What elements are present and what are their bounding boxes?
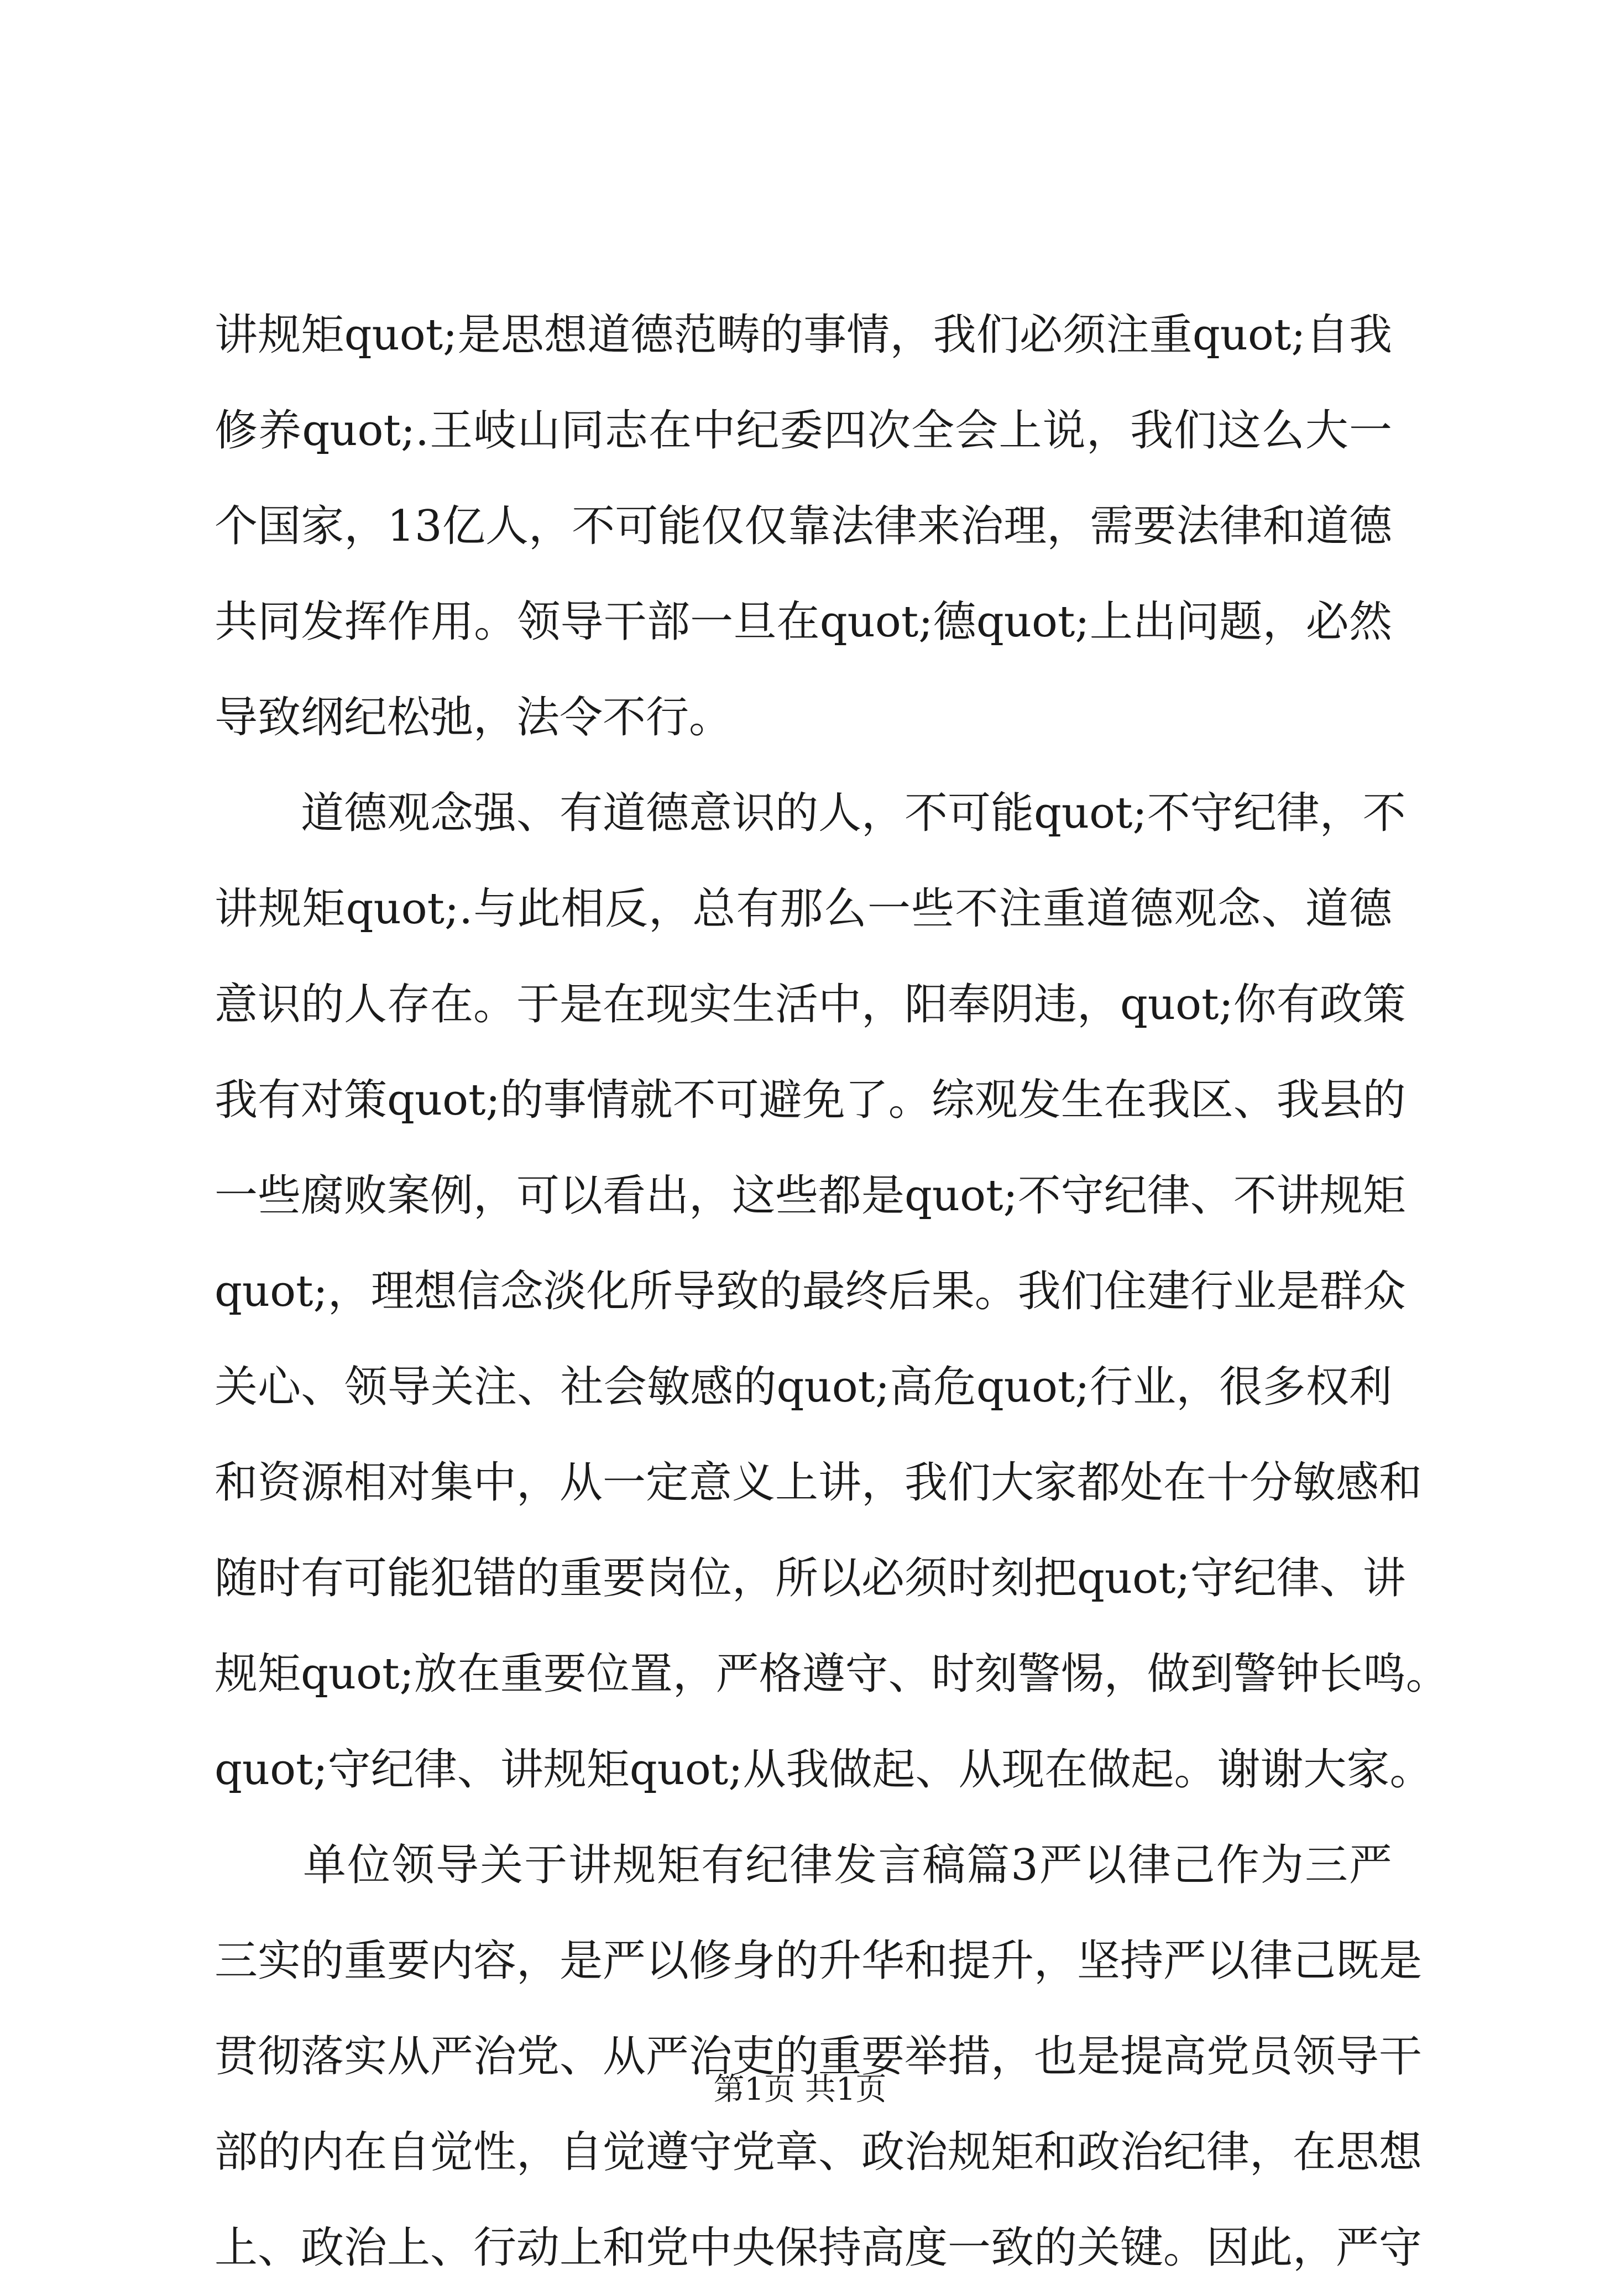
text-line: 上、政治上、行动上和党中央保持高度一致的关键。因此，严守 (215, 2223, 1423, 2273)
text-line: 道德观念强、有道德意识的人，不可能quot;不守纪律，不 (215, 788, 1406, 838)
text-line: 个国家，13亿人，不可能仅仅靠法律来治理，需要法律和道德 (215, 501, 1392, 551)
text-line: 关心、领导关注、社会敏感的quot;高危quot;行业，很多权利 (215, 1362, 1392, 1412)
page-footer (0, 2068, 1600, 2112)
text-line: 部的内在自觉性，自觉遵守党章、政治规矩和政治纪律，在思想 (215, 2127, 1423, 2177)
page-number-label: 第1页 共1页 (713, 2072, 887, 2107)
text-line: 讲规矩quot;.与此相反，总有那么一些不注重道德观念、道德 (215, 884, 1392, 934)
text-line: 单位领导关于讲规矩有纪律发言稿篇3严以律己作为三严 (215, 1840, 1392, 1890)
text-line: 讲规矩quot;是思想道德范畴的事情，我们必须注重quot;自我 (215, 310, 1392, 360)
body-text (215, 287, 1449, 2296)
text-line: 导致纲纪松弛，法令不行。 (215, 693, 733, 742)
text-line: 一些腐败案例，可以看出，这些都是quot;不守纪律、不讲规矩 (215, 1171, 1406, 1221)
text-line: 三实的重要内容，是严以修身的升华和提升，坚持严以律己既是 (215, 1936, 1423, 1986)
text-line: 共同发挥作用。领导干部一旦在quot;德quot;上出问题，必然 (215, 597, 1392, 647)
text-line: 贯彻落实从严治党、从严治吏的重要举措，也是提高党员领导干 (215, 2032, 1423, 2081)
text-line: 意识的人存在。于是在现实生活中，阳奉阴违，quot;你有政策 (215, 980, 1406, 1029)
text-line: 修养quot;.王岐山同志在中纪委四次全会上说，我们这么大一 (215, 406, 1392, 456)
text-line: 规矩quot;放在重要位置，严格遵守、时刻警惕，做到警钟长鸣。 (215, 1649, 1449, 1699)
text-line: quot;，理想信念淡化所导致的最终后果。我们住建行业是群众 (215, 1267, 1406, 1316)
text-line: 和资源相对集中，从一定意义上讲，我们大家都处在十分敏感和 (215, 1458, 1423, 1508)
text-line: 我有对策quot;的事情就不可避免了。综观发生在我区、我县的 (215, 1075, 1406, 1125)
text-line: quot;守纪律、讲规矩quot;从我做起、从现在做起。谢谢大家。 (215, 1745, 1433, 1795)
text-line: 随时有可能犯错的重要岗位，所以必须时刻把quot;守纪律、讲 (215, 1554, 1406, 1603)
